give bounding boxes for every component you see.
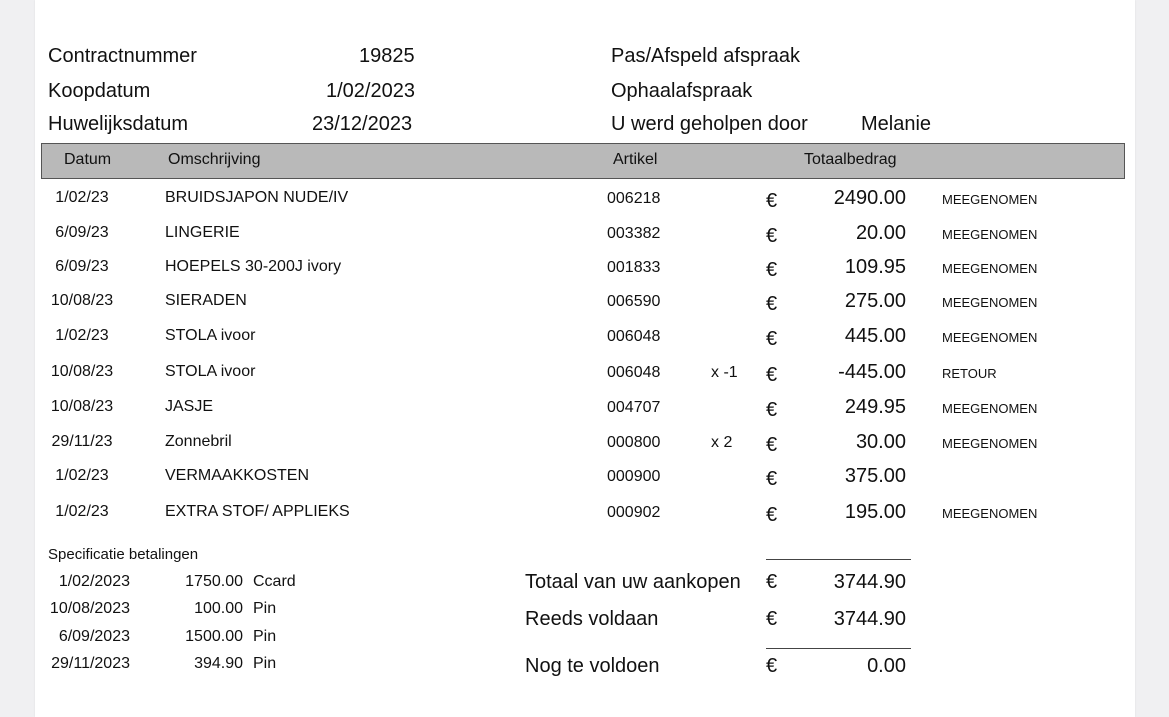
paid-label: Reeds voldaan [525,608,659,630]
payment-method: Ccard [253,573,296,590]
wedding-date-label: Huwelijksdatum [48,113,189,135]
table-row [0,222,1169,256]
column-header-date: Datum [64,151,112,168]
row-date: 1/02/23 [55,503,109,520]
row-description: VERMAAKKOSTEN [165,467,310,484]
payment-amount: 1500.00 [185,628,243,645]
payment-method: Pin [253,600,277,617]
row-amount: 445.00 [844,325,906,347]
row-currency: € [766,293,778,315]
row-description: HOEPELS 30-200J ivory [165,258,342,275]
due-value: 0.00 [867,655,906,677]
table-row [0,431,1169,465]
payment-method: Pin [253,628,277,645]
row-article: 006048 [607,364,661,381]
purchase-date-value: 1/02/2023 [326,80,415,102]
row-description: EXTRA STOF/ APPLIEKS [165,503,350,520]
row-quantity: x 2 [711,434,733,451]
column-header-article: Artikel [613,151,658,168]
payment-date: 6/09/2023 [58,628,130,645]
row-amount: 109.95 [844,256,906,278]
contract-number-label: Contractnummer [48,45,197,67]
table-row [0,187,1169,221]
table-row [0,290,1169,324]
fitting-appointment-label: Pas/Afspeld afspraak [611,45,800,67]
row-description: SIERADEN [165,292,247,309]
row-currency: € [766,225,778,247]
total-purchases-value: 3744.90 [833,571,906,593]
row-amount: 275.00 [844,290,906,312]
row-status: MEEGENOMEN [942,192,1038,207]
row-article: 003382 [607,225,661,242]
paid-value: 3744.90 [833,608,906,630]
row-date: 6/09/23 [55,224,109,241]
column-header-description: Omschrijving [168,151,261,168]
row-amount: 195.00 [844,501,906,523]
row-status: MEEGENOMEN [942,261,1038,276]
table-row [0,325,1169,359]
row-article: 006218 [607,190,661,207]
row-currency: € [766,259,778,281]
row-amount: 249.95 [844,396,906,418]
row-currency: € [766,468,778,490]
table-row [0,256,1169,290]
row-status: MEEGENOMEN [942,436,1038,451]
row-date: 10/08/23 [50,292,114,309]
table-row [0,465,1169,499]
wedding-date-value: 23/12/2023 [312,113,413,135]
helped-by-label: U werd geholpen door [611,113,808,135]
payment-method: Pin [253,655,277,672]
row-date: 10/08/23 [50,363,114,380]
row-currency: € [766,399,778,421]
row-description: LINGERIE [165,224,240,241]
row-status: RETOUR [942,366,997,381]
row-article: 000900 [607,468,661,485]
row-amount: 20.00 [855,222,906,244]
payment-date: 10/08/2023 [49,600,130,617]
helped-by-value: Melanie [861,113,932,135]
payment-date: 29/11/2023 [51,655,130,672]
row-article: 004707 [607,399,661,416]
payment-amount: 1750.00 [185,573,243,590]
row-currency: € [766,328,778,350]
row-date: 6/09/23 [55,258,109,275]
row-date: 1/02/23 [55,467,109,484]
row-amount: 2490.00 [833,187,906,209]
row-date: 10/08/23 [50,398,114,415]
row-description: STOLA ivoor [165,327,256,344]
payments-title: Specificatie betalingen [48,546,199,563]
row-article: 001833 [607,259,661,276]
row-date: 1/02/23 [55,189,109,206]
row-amount: 375.00 [844,465,906,487]
row-description: JASJE [165,398,214,415]
totals-rule-top [766,559,911,560]
row-amount: 30.00 [855,431,906,453]
due-label: Nog te voldoen [525,655,660,677]
contract-number-value: 19825 [359,45,415,67]
row-status: MEEGENOMEN [942,330,1038,345]
row-status: MEEGENOMEN [942,506,1038,521]
table-header [41,143,1125,179]
payment-date: 1/02/2023 [58,573,130,590]
paid-currency: € [766,608,778,630]
column-header-total: Totaalbedrag [804,151,897,168]
row-currency: € [766,364,778,386]
totals-rule-bottom [766,648,911,649]
table-row [0,396,1169,430]
total-purchases-label: Totaal van uw aankopen [525,571,741,593]
table-row [0,501,1169,535]
total-currency: € [766,571,778,593]
row-description: BRUIDSJAPON NUDE/IV [165,189,349,206]
table-row [0,361,1169,395]
row-quantity: x -1 [711,364,738,381]
payment-amount: 394.90 [194,655,243,672]
row-article: 006048 [607,328,661,345]
purchase-date-label: Koopdatum [48,80,151,102]
row-currency: € [766,434,778,456]
row-amount: -445.00 [838,361,906,383]
row-description: Zonnebril [165,433,232,450]
row-article: 006590 [607,293,661,310]
row-currency: € [766,190,778,212]
row-article: 000800 [607,434,661,451]
row-currency: € [766,504,778,526]
row-date: 1/02/23 [55,327,109,344]
row-status: MEEGENOMEN [942,401,1038,416]
row-status: MEEGENOMEN [942,295,1038,310]
row-status: MEEGENOMEN [942,227,1038,242]
row-date: 29/11/23 [51,433,113,450]
pickup-appointment-label: Ophaalafspraak [611,80,753,102]
due-currency: € [766,655,778,677]
row-description: STOLA ivoor [165,363,256,380]
payment-amount: 100.00 [194,600,243,617]
row-article: 000902 [607,504,661,521]
